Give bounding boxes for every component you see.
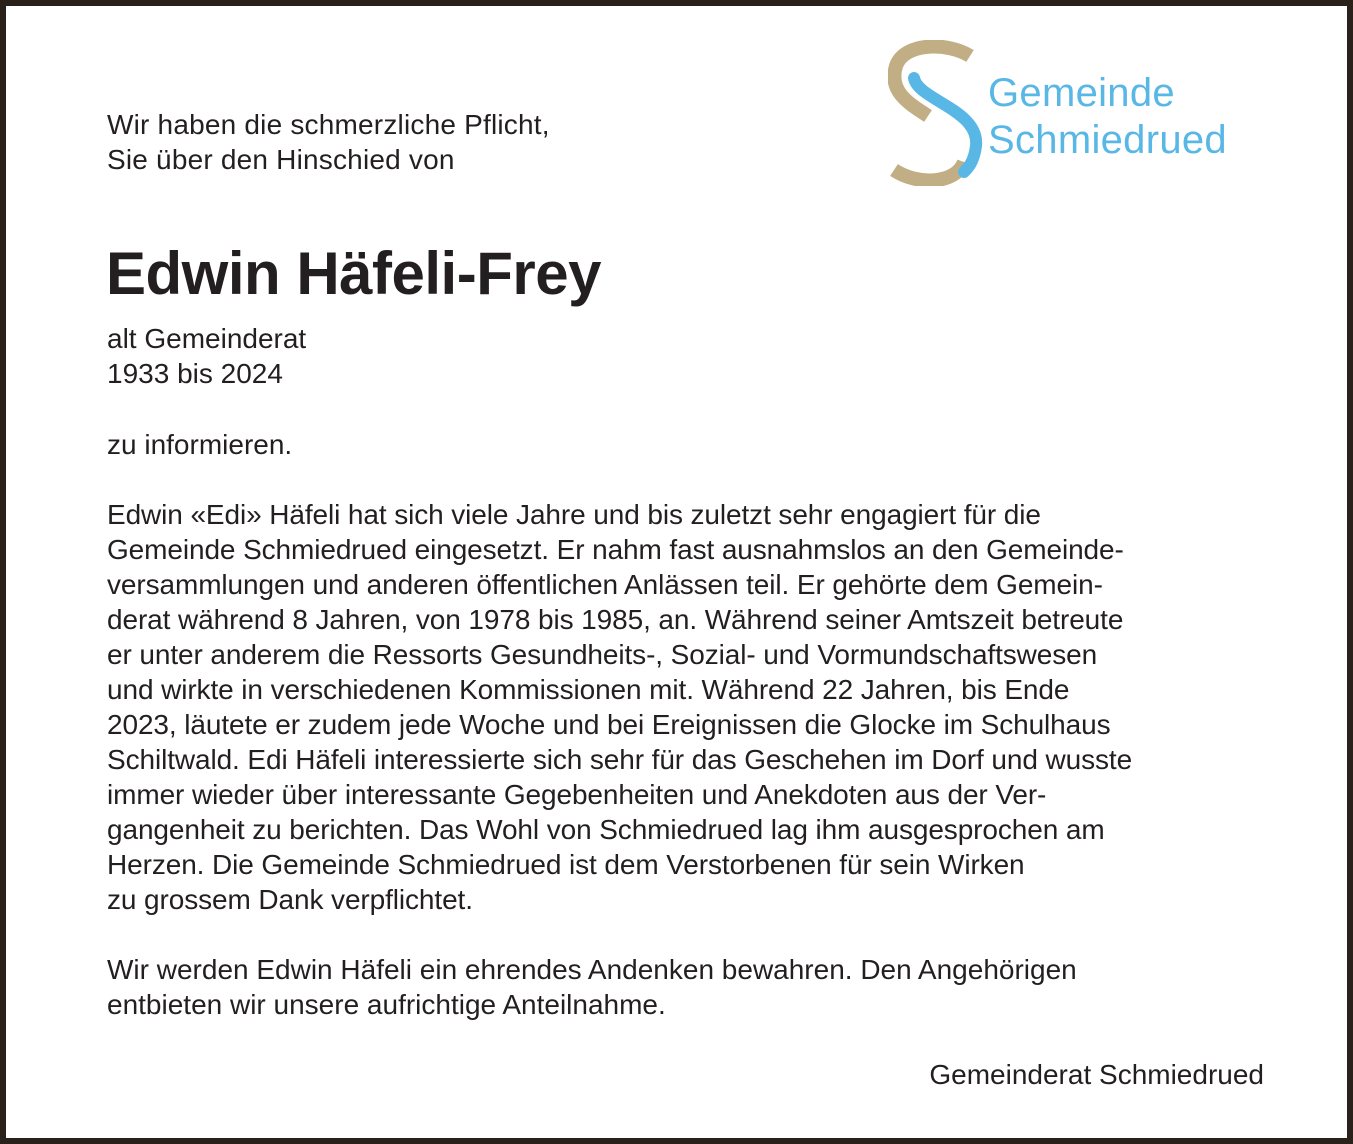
intro-line: Wir haben die schmerzliche Pflicht, <box>107 109 550 140</box>
body-line: versammlungen und anderen öffentlichen Anlässen teil. Er gehörte dem Gemein- <box>107 569 1103 600</box>
deceased-name: Edwin Häfeli-Frey <box>106 240 601 307</box>
body-line: gangenheit zu berichten. Das Wohl von Schmiedrued lag ihm ausgesprochen am <box>107 814 1105 845</box>
deceased-years: 1933 bis 2024 <box>107 358 283 389</box>
intro-line: Sie über den Hinschied von <box>107 144 455 175</box>
s-logo-icon <box>888 40 984 186</box>
closing-line: entbieten wir unsere aufrichtige Anteilnahme. <box>107 989 666 1020</box>
intro-text <box>107 107 550 177</box>
tribute-paragraph <box>107 497 1132 917</box>
body-line: Herzen. Die Gemeinde Schmiedrued ist dem Verstorbenen für sein Wirken <box>107 849 1025 880</box>
logo-wordmark <box>988 70 1227 164</box>
municipality-logo <box>888 40 1288 190</box>
body-line: Gemeinde Schmiedrued eingesetzt. Er nahm fast ausnahmslos an den Gemeinde- <box>107 534 1124 565</box>
body-line: Schiltwald. Edi Häfeli interessierte sich sehr für das Geschehen im Dorf und wusste <box>107 744 1133 775</box>
body-line: zu grossem Dank verpflichtet. <box>107 884 473 915</box>
inform-line: zu informieren. <box>107 429 293 460</box>
body-line: 2023, läutete er zudem jede Woche und bei Ereignissen die Glocke im Schulhaus <box>107 709 1111 740</box>
body-line: immer wieder über interessante Gegebenheiten und Anekdoten aus der Ver- <box>107 779 1047 810</box>
logo-line-1: Gemeinde <box>988 71 1175 115</box>
closing-paragraph <box>107 952 1077 1022</box>
closing-line: Wir werden Edwin Häfeli ein ehrendes Andenken bewahren. Den Angehörigen <box>107 954 1077 985</box>
body-line: Edwin «Edi» Häfeli hat sich viele Jahre und bis zuletzt sehr engagiert für die <box>107 499 1041 530</box>
logo-line-2: Schmiedrued <box>988 118 1227 162</box>
body-line: und wirkte in verschiedenen Kommissionen mit. Während 22 Jahren, bis Ende <box>107 674 1070 705</box>
signature: Gemeinderat Schmiedrued <box>929 1059 1264 1090</box>
body-line: derat während 8 Jahren, von 1978 bis 1985, an. Während seiner Amtszeit betreute <box>107 604 1124 635</box>
deceased-role: alt Gemeinderat <box>107 323 307 354</box>
deceased-details <box>107 321 306 391</box>
body-line: er unter anderem die Ressorts Gesundheits-, Sozial- und Vormundschaftswesen <box>107 639 1098 670</box>
